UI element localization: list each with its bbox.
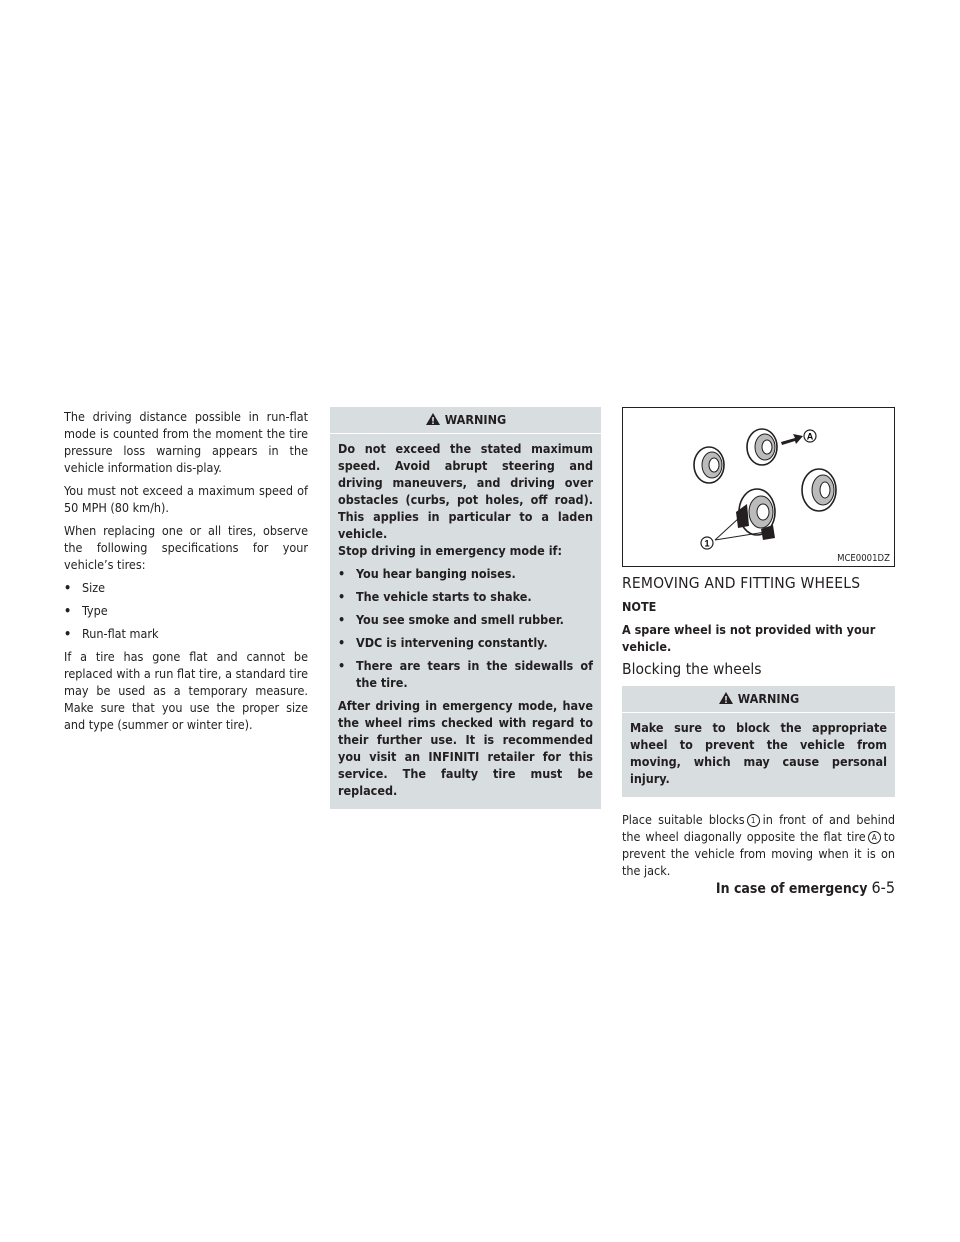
divider xyxy=(330,433,601,434)
warning-header xyxy=(630,690,887,708)
warning-icon xyxy=(425,412,441,426)
list-item: • There are tears in the sidewalls of the tire. xyxy=(338,658,593,690)
note-label: NOTE xyxy=(622,599,657,614)
bullet-icon: • xyxy=(64,580,72,595)
warning-text: Make sure to block the appropriate wheel to prevent the vehicle from moving, which may cause personal injury. xyxy=(630,720,887,786)
section-heading: REMOVING AND FITTING WHEELS xyxy=(622,574,861,592)
warning-title: WARNING xyxy=(737,691,800,706)
label-1: 1 xyxy=(704,538,710,549)
bullet-icon: • xyxy=(338,612,346,627)
warning-icon xyxy=(718,691,734,705)
bullet-icon: • xyxy=(338,566,346,581)
bullet-icon: • xyxy=(64,603,72,618)
list-item: • Type xyxy=(64,603,108,618)
warning-text: Do not exceed the stated maximum speed. Avoid abrupt steering and driving maneuvers, and driving over obstacles (curbs, pot holes, off road). This applies in particular to a laden vehicle. xyxy=(338,441,593,541)
divider xyxy=(622,712,895,713)
warning-header xyxy=(338,411,593,429)
warning-box xyxy=(622,686,895,797)
note-text: A spare wheel is not provided with your vehicle. xyxy=(622,622,876,654)
section-name: In case of emergency xyxy=(715,881,868,897)
page-number: 6-5 xyxy=(871,878,895,897)
paragraph: When replacing one or all tires, observe the following specifications for your vehicle’s tires: xyxy=(64,523,308,572)
paragraph: The driving distance possible in run-flat mode is counted from the moment the tire pressure loss warning appears in the vehicle information dis-play. xyxy=(64,409,308,475)
bullet-icon: • xyxy=(338,635,346,650)
wheel-icon xyxy=(802,469,836,511)
left-column xyxy=(64,408,308,739)
paragraph: Place suitable blocks 1 in front of and behind the wheel diagonally opposite the flat tire A to prevent the vehicle from moving when it is on the jack. xyxy=(622,812,895,878)
paragraph: You must not exceed a maximum speed of 50 MPH (80 km/h). xyxy=(64,483,308,515)
figure-code: MCE0001DZ xyxy=(837,553,890,564)
arrow-icon xyxy=(781,434,803,445)
list-item: • You see smoke and smell rubber. xyxy=(338,612,564,627)
wheels-illustration xyxy=(623,408,894,566)
list-item: • You hear banging noises. xyxy=(338,566,516,581)
list-item: • The vehicle starts to shake. xyxy=(338,589,532,604)
bullet-icon: • xyxy=(338,658,346,673)
warning-title: WARNING xyxy=(444,412,507,427)
list-item: • Size xyxy=(64,580,106,595)
list-item: • VDC is intervening constantly. xyxy=(338,635,548,650)
wheel-icon xyxy=(694,447,724,483)
blocked-wheel-icon xyxy=(736,489,775,540)
warning-text: After driving in emergency mode, have the wheel rims checked with regard to their further use. It is recommended you visit an INFINITI retailer for this service. The faulty tire must be replaced. xyxy=(338,698,593,798)
label-a: A xyxy=(806,431,814,442)
wheel-blocking-figure xyxy=(622,407,895,567)
callout-a-icon: A xyxy=(868,831,881,844)
bullet-icon: • xyxy=(338,589,346,604)
flat-tire-icon xyxy=(747,429,777,465)
warning-box xyxy=(330,407,601,809)
callout-1-icon: 1 xyxy=(747,814,760,827)
paragraph: If a tire has gone flat and cannot be replaced with a run flat tire, a standard tire may be used as a temporary measure. Make sure that you use the proper size and type (summer or winter tire). xyxy=(64,649,308,732)
page-footer xyxy=(700,878,895,897)
right-column xyxy=(622,407,895,885)
bullet-icon: • xyxy=(64,626,72,641)
list-item: • Run-flat mark xyxy=(64,626,159,641)
warning-text: Stop driving in emergency mode if: xyxy=(338,543,562,558)
block-icon xyxy=(736,504,749,528)
sub-heading: Blocking the wheels xyxy=(622,660,762,678)
